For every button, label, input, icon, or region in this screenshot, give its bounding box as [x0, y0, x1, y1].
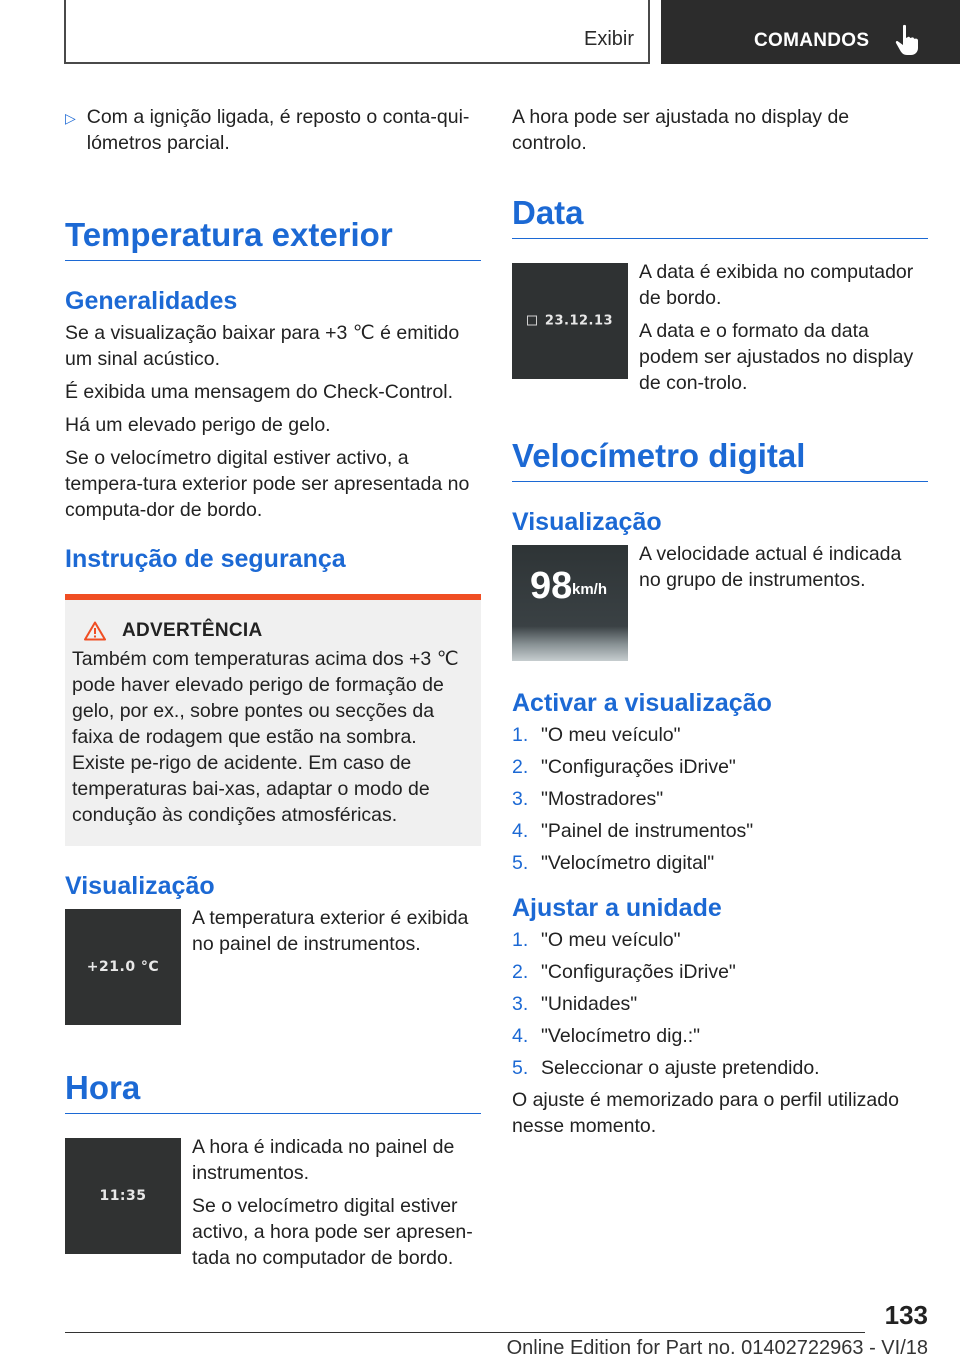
paragraph: Há um elevado perigo de gelo.	[65, 414, 331, 436]
warning-title: ADVERTÊNCIA	[122, 620, 263, 641]
tab-comandos-label: COMANDOS	[754, 30, 870, 51]
paragraph: A data é exibida no computador de bordo.	[639, 261, 914, 309]
list-item: 5. "Velocímetro digital"	[512, 852, 715, 874]
activate-steps-list	[512, 722, 928, 876]
list-item: 4. "Velocímetro dig.:"	[512, 1025, 701, 1047]
heading-hora: Hora	[65, 1069, 481, 1114]
speed-figure-row	[512, 541, 928, 661]
list-item: 1. "O meu veículo"	[512, 724, 681, 746]
tab-comandos[interactable]	[661, 0, 960, 64]
heading-data: Data	[512, 194, 928, 239]
page-number: 133	[884, 1300, 928, 1330]
tab-exibir-label: Exibir	[583, 28, 634, 50]
bullet-item	[65, 104, 481, 156]
warning-triangle-icon	[84, 621, 106, 641]
footer-divider	[65, 1332, 865, 1333]
temperature-figure-row	[65, 905, 481, 1025]
speed-unit: km/h	[572, 581, 608, 598]
list-item: 4. "Painel de instrumentos"	[512, 820, 754, 842]
temperature-display-image	[65, 909, 181, 1025]
bullet-text: Com a ignição ligada, é reposto o conta-qui-lómetros parcial.	[86, 106, 470, 154]
heading-instrucao-seguranca: Instrução de segurança	[65, 545, 346, 573]
heading-visualizacao-temp: Visualização	[65, 872, 215, 900]
list-item: 2. "Configurações iDrive"	[512, 961, 736, 983]
time-value: 11:35	[99, 1188, 147, 1204]
pointing-hand-icon	[894, 24, 920, 56]
time-display-image	[65, 1138, 181, 1254]
warning-text: Também com temperaturas acima dos +3 ℃ pode haver elevado perigo de formação de gelo, por ex., sobre pontes ou secções da faixa de rodagem que estão na sombra. Existe pe-rigo de acidente. Em caso de temperaturas bai-xas, adaptar o modo de condução às condições atmosféricas.	[72, 648, 459, 826]
left-column	[65, 104, 481, 1278]
heading-activar-visualizacao: Activar a visualização	[512, 689, 772, 717]
list-item: 5. Seleccionar o ajuste pretendido.	[512, 1057, 820, 1079]
right-column	[512, 104, 928, 1146]
list-item: 3. "Mostradores"	[512, 788, 664, 810]
paragraph: Se o velocímetro digital estiver activo, a tempera-tura exterior pode ser apresentada no computa-dor de bordo.	[65, 447, 470, 521]
unit-steps-list	[512, 927, 928, 1081]
paragraph: A hora é indicada no painel de instrumentos.	[192, 1136, 455, 1184]
edition-text: Online Edition for Part no. 01402722963 - VI/18	[506, 1337, 928, 1359]
paragraph: Se a visualização baixar para +3 ℃ é emitido um sinal acústico.	[65, 322, 460, 370]
date-figure-row	[512, 259, 928, 403]
heading-velocimetro-digital: Velocímetro digital	[512, 437, 928, 482]
paragraph: Se o velocímetro digital estiver activo, a hora pode ser apresen-tada no computador de bordo.	[192, 1195, 473, 1269]
tab-exibir[interactable]	[64, 0, 650, 64]
date-display-image	[512, 263, 628, 379]
list-item: 2. "Configurações iDrive"	[512, 756, 736, 778]
list-item: 1. "O meu veículo"	[512, 929, 681, 951]
heading-temperatura-exterior: Temperatura exterior	[65, 216, 481, 261]
heading-visualizacao-speed: Visualização	[512, 508, 662, 536]
speed-display-image	[512, 545, 628, 661]
date-value: 23.12.13	[544, 313, 614, 329]
heading-ajustar-unidade: Ajustar a unidade	[512, 894, 722, 922]
triangle-bullet-icon: ▷	[65, 110, 76, 126]
time-figure-row	[65, 1134, 481, 1278]
paragraph: A data e o formato da data podem ser ajustados no display de con-trolo.	[639, 320, 914, 394]
paragraph: A velocidade actual é indicada no grupo de instrumentos.	[639, 543, 902, 591]
list-item: 3. "Unidades"	[512, 993, 638, 1015]
paragraph: É exibida uma mensagem do Check-Control.	[65, 381, 454, 403]
paragraph: A hora pode ser ajustada no display de controlo.	[512, 106, 850, 154]
date-row	[512, 314, 628, 329]
heading-generalidades: Generalidades	[65, 287, 238, 315]
speed-value: 98	[530, 565, 573, 607]
page-header	[0, 0, 960, 66]
temperature-value: +21.0 °C	[86, 959, 160, 975]
paragraph: O ajuste é memorizado para o perfil utilizado nesse momento.	[512, 1089, 899, 1137]
calendar-icon	[527, 316, 537, 326]
warning-header	[84, 620, 474, 642]
warning-box	[65, 594, 481, 846]
paragraph: A temperatura exterior é exibida no painel de instrumentos.	[192, 907, 469, 955]
